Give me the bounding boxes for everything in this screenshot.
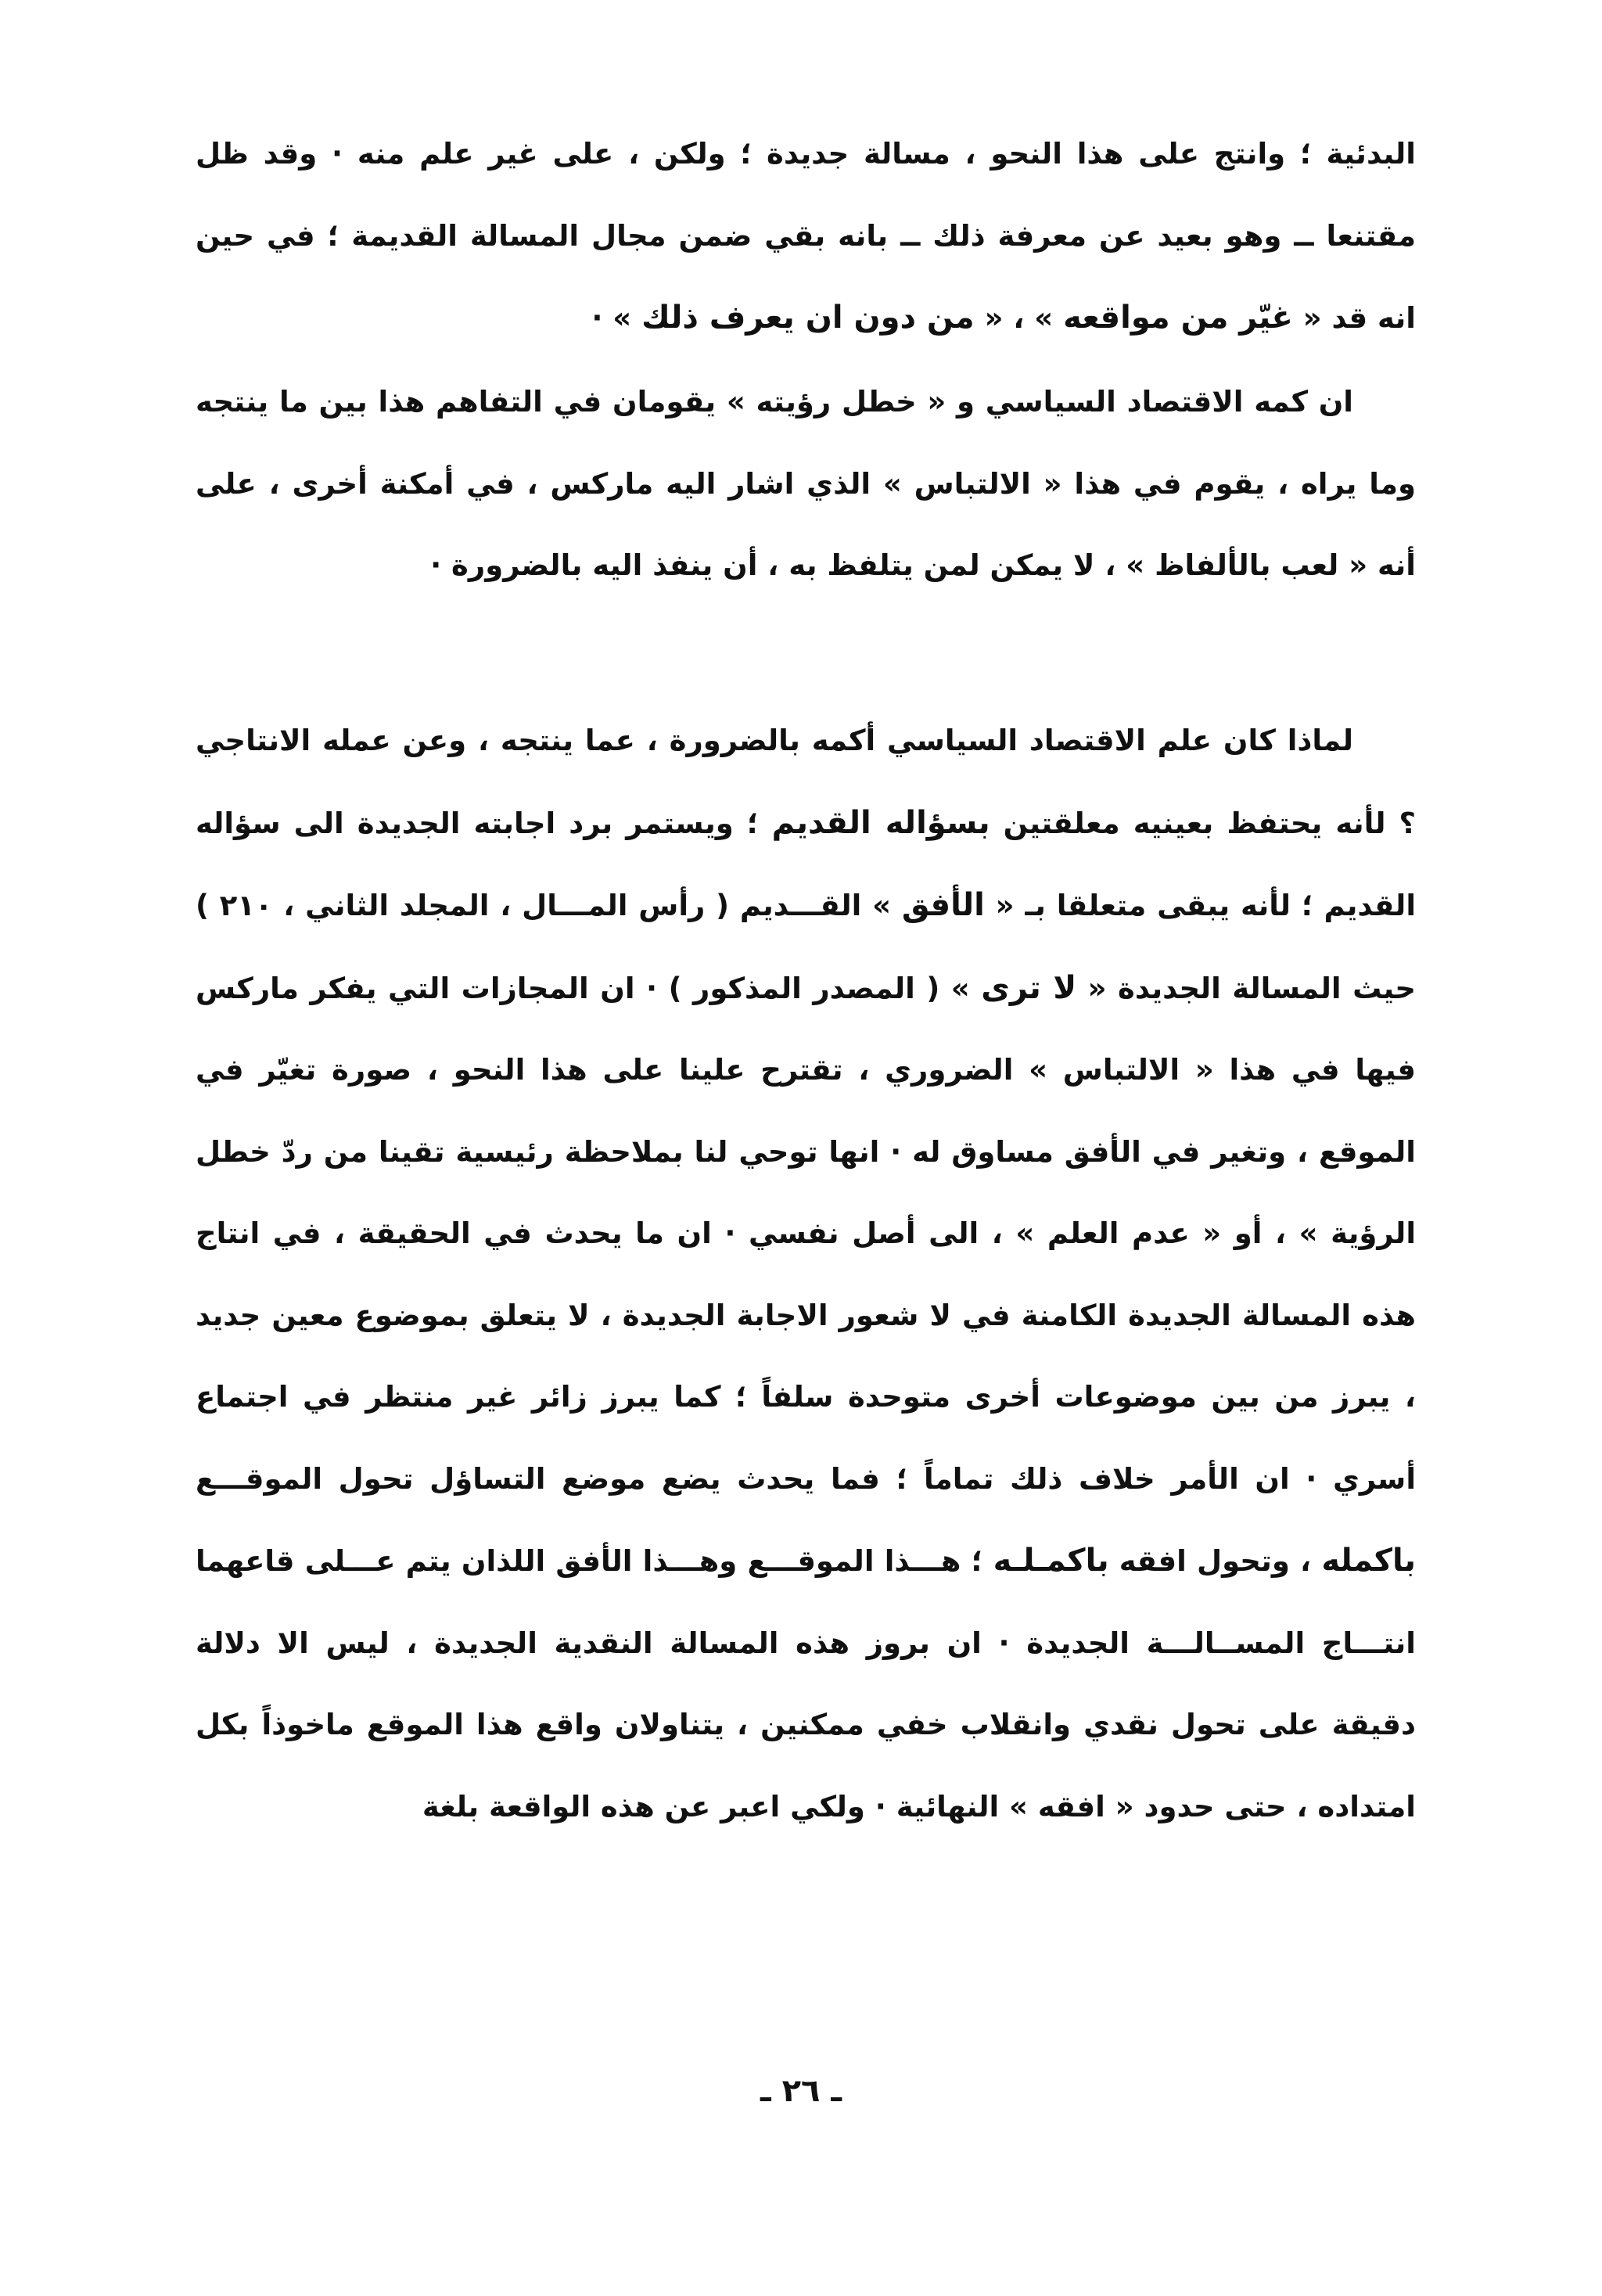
paragraph-1	[196, 113, 1416, 360]
paragraph-1-segment: البدئية ؛ وانتج على هذا النحو ، مسالة جديدة ؛ ولكن ، على غير علم منه · وقد ظل مقتنعا ــ وهو بعيد عن معرفة ذلك ــ بانه بقي ضمن مجال المسالة القديمة ؛ في حين انه قد «	[196, 137, 1416, 335]
paragraph-3-segment: ؛ ويستمر برد اجابته الجديدة الى سؤاله القديم ؛ لأنه يبقى متعلقا بـ «	[196, 806, 1416, 922]
emphasized-phrase: لا ترى	[981, 969, 1077, 1006]
paragraph-1-segment: » ، «	[974, 301, 1064, 335]
page-number: ـ ٢٦ ـ	[760, 2073, 842, 2109]
paragraph-2-segment: ان كمه الاقتصاد السياسي و « خطل رؤيته » يقومان في التفاهم هذا بين ما ينتجه وما يراه ، يقوم في هذا « الالتباس » الذي اشار اليه ماركس ، في أمكنة أخرى ، على أنه « لعب بالألفاظ » ، لا يمكن لمن يتلفظ به ، أن ينفذ اليه بالضرورة ·	[196, 385, 1416, 582]
paragraph-3	[196, 700, 1416, 1848]
paragraph-2	[196, 361, 1416, 607]
emphasized-phrase: باكمله	[1321, 1543, 1417, 1579]
paragraph-1-segment: » ·	[591, 301, 642, 335]
paragraph-3-segment: ؛ هـــذا الموقـــع وهـــذا الأفق اللذان يتم عـــلى قاعهما انتـــاج المســالـــة الجديدة · ان بروز هذه المسالة النقدية الجديدة ، ليس الا دلالة دقيقة على تحول نقدي وانقلاب خفي ممكنين ، يتناولان واقع هذا الموقع ماخوذاً بكل امتداده ، حتى حدود « افقه » النهائية · ولكي اعبر عن هذه الواقعة بلغة	[196, 1544, 1416, 1824]
paragraph-3-segment: ، وتحول افقه	[1108, 1544, 1322, 1578]
paragraph-3-segment: لماذا كان علم الاقتصاد السياسي أكمه بالضرورة ، عما ينتجه ، وعن عمله الانتاجي ؟ لأنه يحتفظ بعينيه معلقتين	[196, 724, 1416, 840]
emphasized-phrase: غيّر من مواقعه	[1063, 300, 1293, 336]
paragraph-3-segment: » ( المصدر المذكور ) · ان المجازات التي يفكر ماركس فيها في هذا « الالتباس » الضروري ، تقترح علينا على هذا النحو ، صورة تغيّر في الموقع ، وتغير في الأفق مساوق له · انها توحي لنا بملاحظة رئيسية تقينا من ردّ خطل الرؤية » ، أو « عدم العلم » ، الى أصل نفسي · ان ما يحدث في الحقيقة ، في انتاج هذه المسالة الجديدة الكامنة في لا شعور الاجابة الجديدة ، لا يتعلق بموضوع معين جديد ، يبرز من بين موضوعات أخرى متوحدة سلفاً ؛ كما يبرز زائر غير منتظر في اجتماع أسري · ان الأمر خلاف ذلك تماماً ؛ فما يحدث يضع موضع التساؤل تحول الموقـــع	[196, 971, 1416, 1496]
emphasized-phrase: باكمـلـه	[993, 1543, 1109, 1579]
paragraph-3-segment: » القـــديم ( رأس المـــال ، المجلد الثاني ، ٢١٠ ) حيث المسالة الجديدة «	[196, 889, 1417, 1005]
emphasized-phrase: بسؤاله القديم	[771, 804, 990, 841]
emphasized-phrase: من دون ان يعرف ذلك	[641, 300, 975, 336]
emphasized-phrase: الأفق	[901, 887, 985, 923]
